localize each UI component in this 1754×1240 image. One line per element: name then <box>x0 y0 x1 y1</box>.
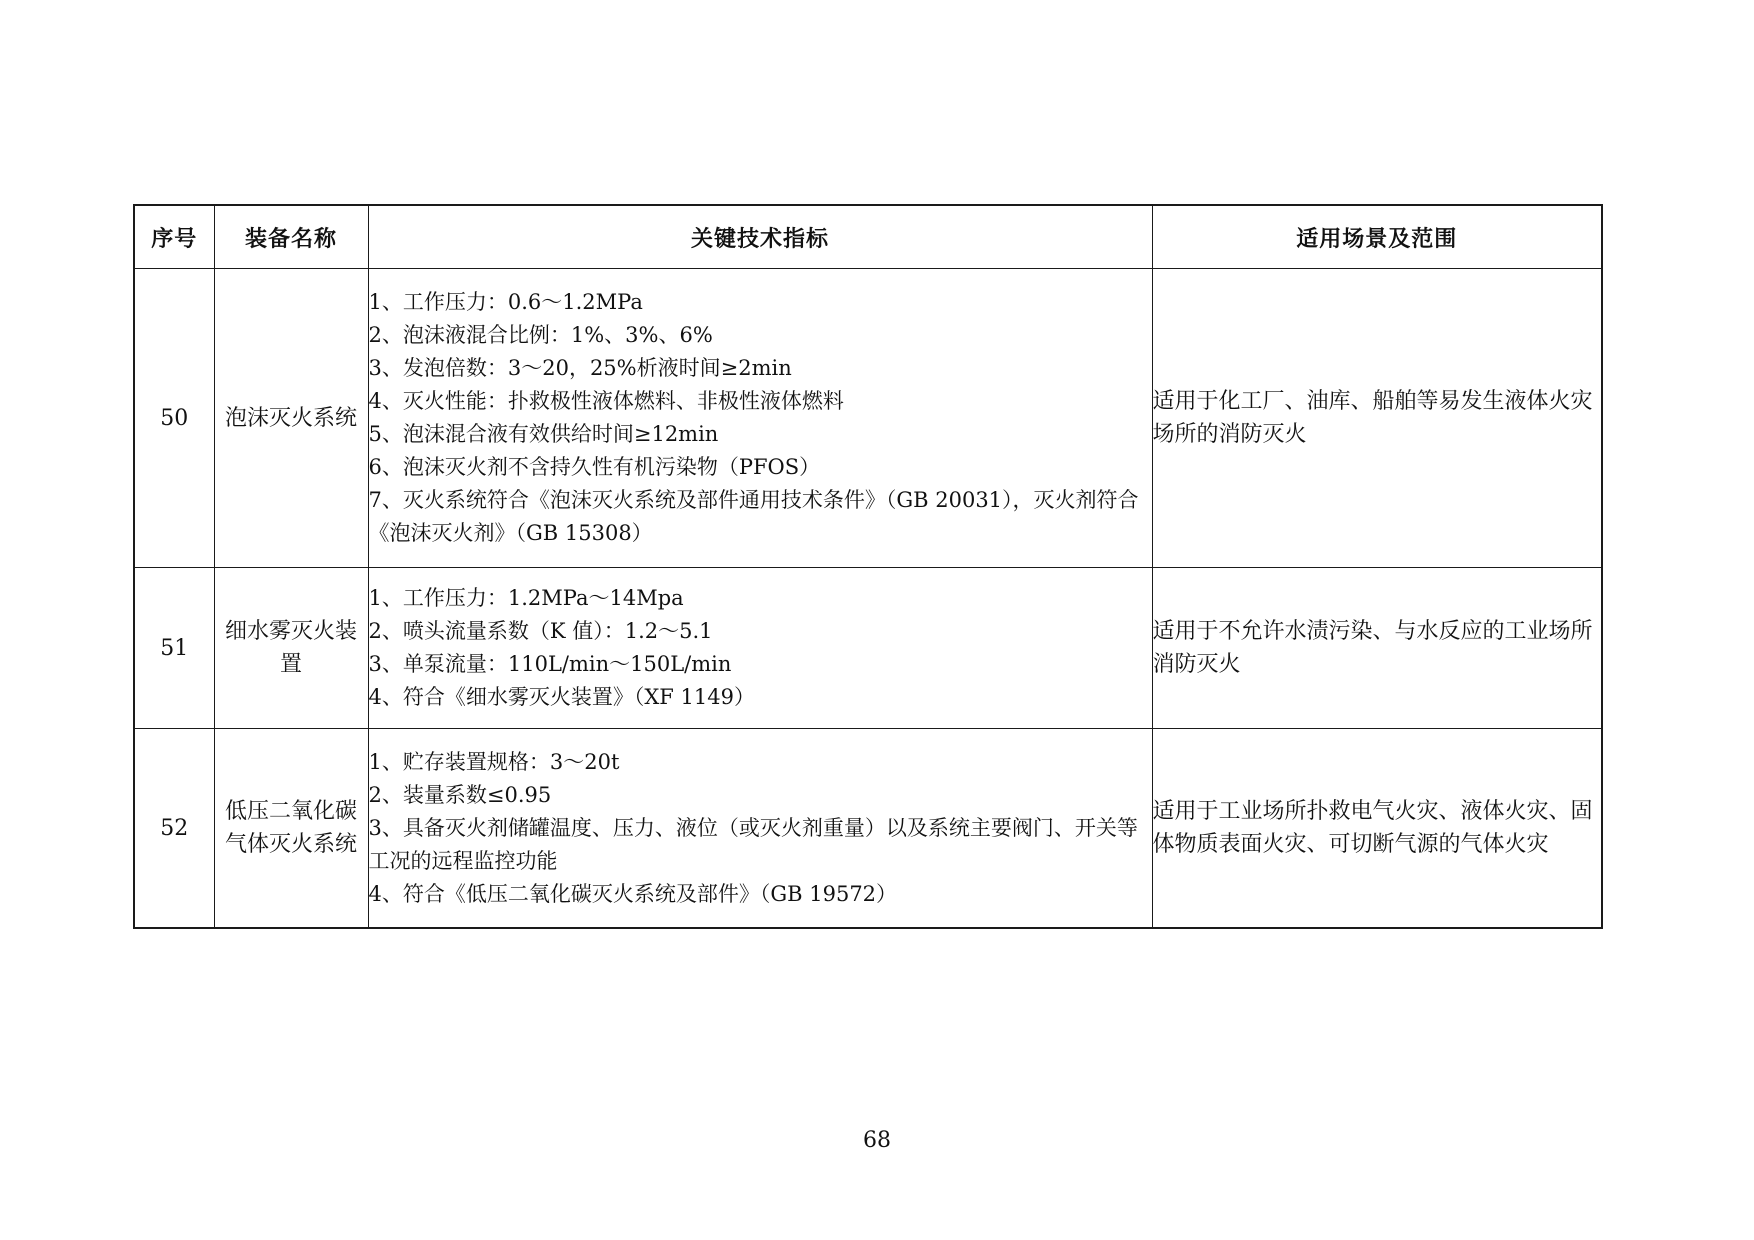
equipment-name: 细水雾灭火装置 <box>214 568 368 729</box>
applicable-scope: 适用于不允许水渍污染、与水反应的工业场所消防灭火 <box>1152 568 1602 729</box>
header-equipment-name: 装备名称 <box>214 205 368 269</box>
equipment-spec-table <box>133 204 1603 929</box>
spec-line: 2、喷头流量系数（K 值）：1.2～5.1 <box>368 619 713 643</box>
table-row <box>134 269 1602 568</box>
spec-line: 4、灭火性能：扑救极性液体燃料、非极性液体燃料 <box>368 389 844 413</box>
equipment-name: 泡沫灭火系统 <box>214 269 368 568</box>
spec-line: 4、符合《低压二氧化碳灭火系统及部件》（GB 19572） <box>368 881 898 906</box>
applicable-scope: 适用于化工厂、油库、船舶等易发生液体火灾场所的消防灭火 <box>1152 269 1602 568</box>
spec-line: 3、单泵流量：110L/min～150L/min <box>368 652 732 676</box>
table-row <box>134 568 1602 729</box>
spec-line: 1、贮存装置规格：3～20t <box>368 749 620 774</box>
technical-indicators <box>368 729 1152 929</box>
header-applicable-scenarios: 适用场景及范围 <box>1152 205 1602 269</box>
technical-indicators <box>368 269 1152 568</box>
spec-line: 6、泡沫灭火剂不含持久性有机污染物（PFOS） <box>368 455 821 479</box>
spec-line: 1、工作压力：0.6～1.2MPa <box>368 290 643 314</box>
row-number: 51 <box>134 568 214 729</box>
spec-line: 3、发泡倍数：3～20，25%析液时间≥2min <box>368 356 792 380</box>
row-number: 52 <box>134 729 214 929</box>
spec-line: 2、泡沫液混合比例：1%、3%、6% <box>368 323 713 347</box>
header-serial-number: 序号 <box>134 205 214 269</box>
equipment-name: 低压二氧化碳气体灭火系统 <box>214 729 368 929</box>
row-number: 50 <box>134 269 214 568</box>
spec-line: 7、灭火系统符合《泡沫灭火系统及部件通用技术条件》（GB 20031），灭火剂符合《泡沫灭火剂》（GB 15308） <box>368 488 1139 545</box>
technical-indicators <box>368 568 1152 729</box>
table-header-row <box>134 205 1602 269</box>
spec-line: 4、符合《细水雾灭火装置》（XF 1149） <box>368 685 755 709</box>
header-key-technical-indicators: 关键技术指标 <box>368 205 1152 269</box>
spec-line: 3、具备灭火剂储罐温度、压力、液位（或灭火剂重量）以及系统主要阀门、开关等工况的远程监控功能 <box>368 815 1138 873</box>
spec-line: 1、工作压力：1.2MPa～14Mpa <box>368 586 684 610</box>
applicable-scope: 适用于工业场所扑救电气火灾、液体火灾、固体物质表面火灾、可切断气源的气体火灾 <box>1152 729 1602 929</box>
spec-line: 5、泡沫混合液有效供给时间≥12min <box>368 422 719 446</box>
table-row <box>134 729 1602 929</box>
spec-line: 2、装量系数≤0.95 <box>368 782 552 807</box>
page-number: 68 <box>863 1128 891 1153</box>
